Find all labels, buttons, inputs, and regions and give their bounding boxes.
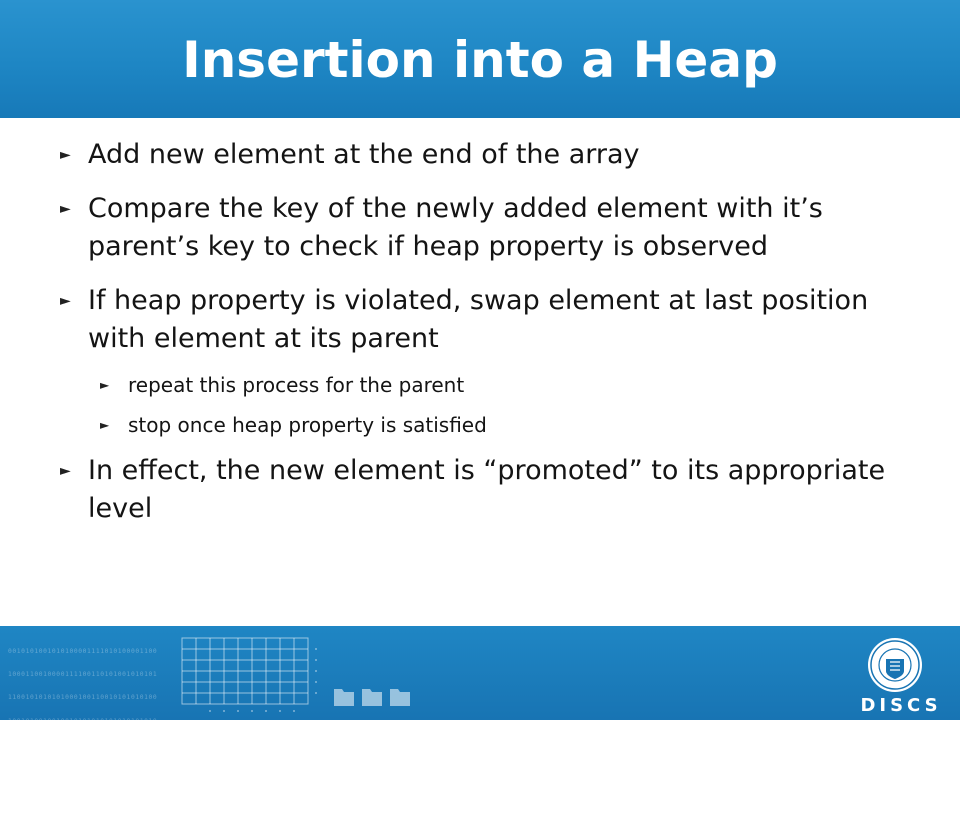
bullet-arrow-icon: ► (60, 463, 71, 479)
binary-line: 0010101001010100001111010100001100 (8, 647, 158, 655)
bullet-item (60, 136, 920, 174)
folders-icon (332, 684, 416, 708)
sub-bullet-text: stop once heap property is satisfied (128, 413, 487, 437)
bullet-text: Compare the key of the newly added element with it’s parent’s key to check if heap property is observed (88, 193, 823, 262)
binary-line: 0010101010010100101001010010010110 (8, 764, 158, 772)
header-bar (0, 0, 960, 118)
bullet-arrow-icon: ► (60, 293, 71, 309)
binary-line: 1110000111101011000000011110110010 (8, 741, 158, 749)
binary-pattern (8, 632, 188, 819)
footer-bar (0, 626, 960, 819)
sub-bullet-item (60, 410, 920, 440)
grid-graphic-icon (170, 634, 330, 716)
binary-line: 1001010100001010100101001010101010 (8, 787, 158, 795)
slide-title: Insertion into a Heap (182, 31, 778, 89)
discs-logo-text: DISCS (860, 695, 942, 716)
binary-line: 1100101010101000100110010101010100 (8, 694, 158, 702)
bullet-item (60, 190, 920, 266)
bullet-text: Add new element at the end of the array (88, 139, 640, 170)
sub-bullet-item (60, 370, 920, 400)
sub-bullet-text: repeat this process for the parent (128, 373, 465, 397)
university-seal-icon (862, 635, 928, 695)
bullet-item (60, 282, 920, 358)
bullet-text: If heap property is violated, swap element at last position with element at its parent (88, 285, 869, 354)
binary-line: 1000110010000111100110101001010101 (8, 670, 158, 678)
bullet-item (60, 452, 920, 528)
binary-line: 1001010010010010101010101010101010 (8, 717, 158, 725)
sub-bullet-arrow-icon: ► (100, 418, 110, 432)
bullet-text: In effect, the new element is “promoted” to its appropriate level (88, 455, 886, 524)
slide-content (60, 136, 920, 528)
bullet-arrow-icon: ► (60, 147, 71, 163)
sub-bullet-arrow-icon: ► (100, 378, 110, 392)
bullet-arrow-icon: ► (60, 201, 71, 217)
binary-line: 1001010010101010010100101001010101 (8, 811, 158, 819)
